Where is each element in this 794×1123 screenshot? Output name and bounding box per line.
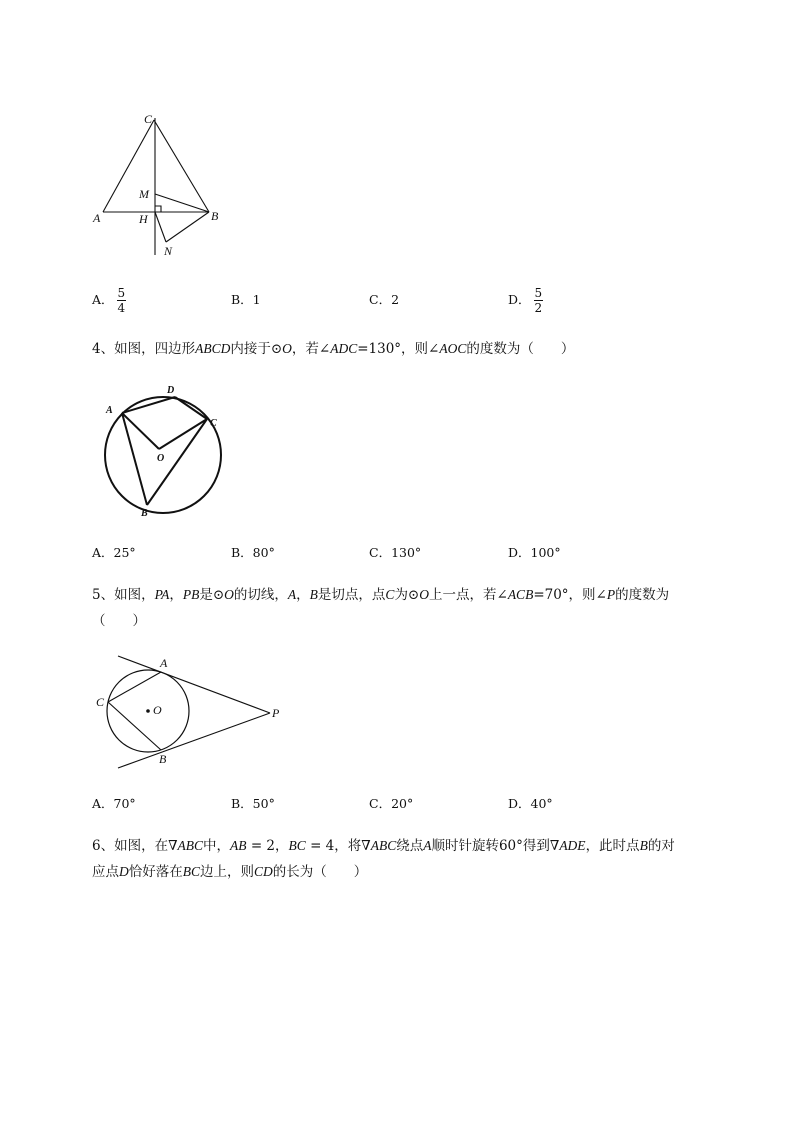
q3-option-a[interactable]: A． $\frac{5}{4}$: [92, 286, 126, 315]
q4-option-c[interactable]: C．130°: [369, 545, 422, 560]
figure-cyclic-quadrilateral: [96, 382, 236, 522]
label-h: H: [139, 212, 148, 226]
label-c: C: [144, 112, 153, 126]
question-6-text: 6、如图，在∇ABC中，AB = 2，BC = 4，将∇ABC绕点A顺时针旋转60°得到∇ADE，此时点B的对 应点D恰好落在BC边上，则CD的长为（ ）: [92, 838, 675, 880]
segment-oc: [159, 419, 207, 449]
label-d: D: [167, 385, 175, 396]
label-p: P: [272, 706, 280, 720]
segment-dc: [175, 397, 207, 419]
label-c: C: [210, 418, 217, 429]
label-o: O: [157, 453, 165, 464]
segment-bc: [147, 419, 207, 505]
q4-option-a[interactable]: A．25°: [92, 545, 136, 560]
question-4-text: 4、如图，四边形ABCD内接于⊙O，若∠ADC=130°，则∠AOC的度数为（ ）: [92, 341, 575, 357]
fraction-five-fourths: $\frac{5}{4}$: [117, 286, 126, 315]
segment-ca: [108, 672, 161, 702]
label-a: A: [93, 211, 101, 225]
tangent-line-pa: [118, 656, 270, 713]
center-point-o: [146, 709, 150, 713]
label-b: B: [141, 508, 148, 519]
fraction-five-halves: $\frac{5}{2}$: [534, 286, 543, 315]
label-a: A: [160, 656, 168, 670]
label-m: M: [139, 187, 149, 201]
q3-option-c[interactable]: C．2: [369, 292, 400, 307]
tangent-line-pb: [118, 713, 270, 768]
q5-option-c[interactable]: C．20°: [369, 796, 414, 811]
question-5-text: 5、如图，PA，PB是⊙O的切线，A，B是切点，点C为⊙O上一点，若∠ACB=70°，则∠P的度数为 （ ）: [92, 587, 670, 629]
q4-option-d[interactable]: D．100°: [508, 545, 561, 560]
segment-nh: [155, 212, 166, 242]
segment-bn: [166, 212, 209, 242]
label-a: A: [106, 405, 113, 416]
figure-triangle-abc-altitude: [88, 108, 228, 264]
q5-option-d[interactable]: D．40°: [508, 796, 553, 811]
label-b: B: [159, 752, 167, 766]
q5-option-b[interactable]: B．50°: [231, 796, 275, 811]
segment-cb: [154, 120, 209, 212]
segment-mb: [155, 194, 209, 212]
segment-ab: [122, 413, 147, 505]
q3-option-b[interactable]: B．1: [231, 292, 261, 307]
q3-option-d[interactable]: D． $\frac{5}{2}$: [508, 286, 543, 315]
label-n: N: [164, 244, 173, 258]
right-angle-mark-h: [155, 206, 161, 212]
label-c: C: [96, 695, 105, 709]
label-o: O: [153, 703, 162, 717]
q5-option-a[interactable]: A．70°: [92, 796, 136, 811]
q4-option-b[interactable]: B．80°: [231, 545, 275, 560]
label-b: B: [211, 209, 219, 223]
figure-tangent-lines: [92, 650, 292, 775]
